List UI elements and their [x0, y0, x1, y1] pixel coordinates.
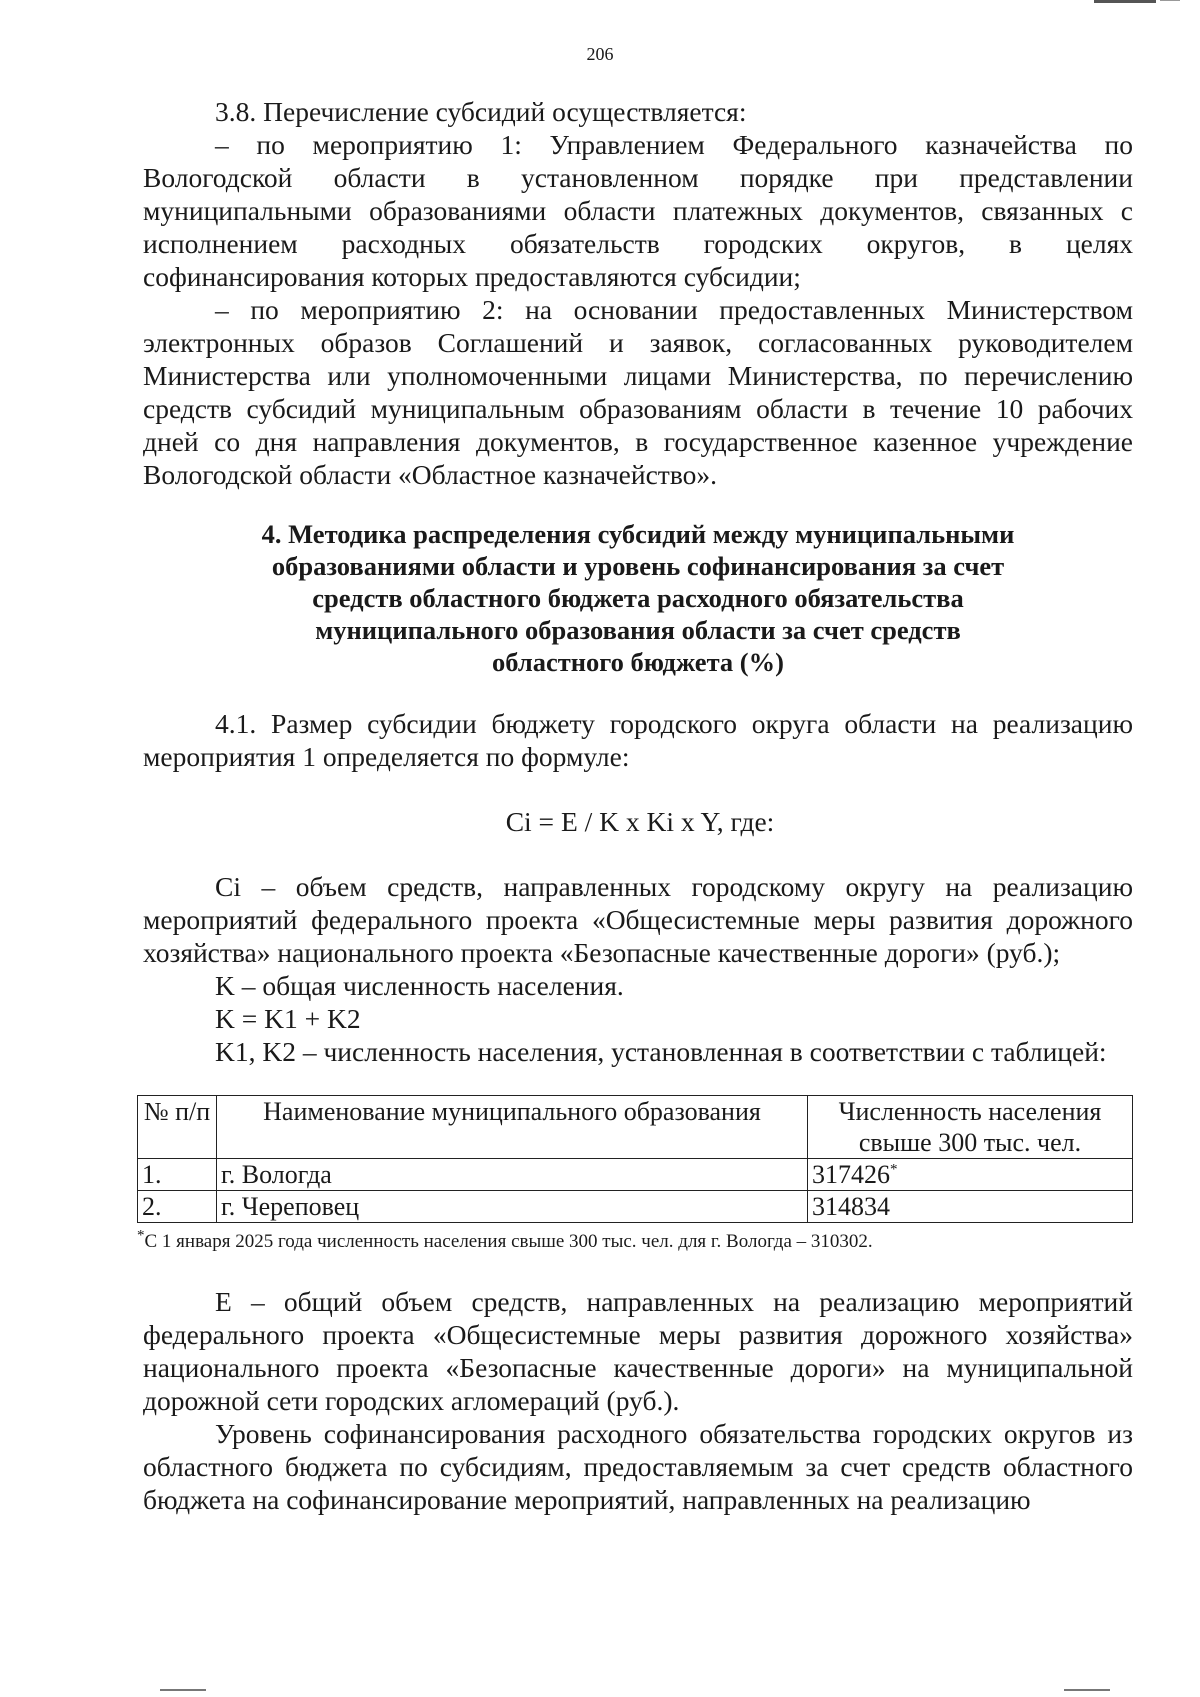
table-cell: 2. — [138, 1191, 217, 1223]
paragraph: 3.8. Перечисление субсидий осуществляется: — [215, 96, 747, 127]
paragraph: K = K1 + K2 — [215, 1003, 361, 1034]
heading-line: 4. Методика распределения субсидий между муниципальными — [261, 519, 1015, 549]
table-row — [138, 1191, 1133, 1223]
header-cell: Наименование муниципального образования — [217, 1096, 808, 1159]
scan-mark — [1160, 0, 1180, 1]
table-cell: г. Вологда — [217, 1159, 808, 1191]
definitions — [143, 870, 1133, 1068]
footnote-marker: * — [137, 1227, 145, 1244]
scan-mark — [1094, 0, 1156, 3]
paragraph: K – общая численность населения. — [215, 970, 624, 1001]
heading-line: областного бюджета (%) — [492, 647, 784, 677]
table-header-row — [138, 1096, 1133, 1159]
definitions-continued — [143, 1285, 1133, 1516]
paragraph: Уровень софинансирования расходного обязательства городских округов из областного бюджета по субсидиям, предоставляемым за счет средств областного бюджета на софинансирование мероприятий, направленных на реализацию — [143, 1418, 1133, 1515]
scan-mark — [160, 1689, 206, 1691]
table-cell — [808, 1159, 1133, 1191]
paragraph: K1, K2 – численность населения, установленная в соответствии с таблицей: — [215, 1036, 1107, 1067]
heading-line: образованиями области и уровень софинансирования за счет — [271, 551, 1005, 581]
section-4-heading — [143, 518, 1133, 678]
formula: Ci = E / K x Ki x Y, где: — [505, 806, 775, 837]
scan-mark — [1064, 1689, 1110, 1691]
heading-line: средств областного бюджета расходного обязательства — [312, 583, 964, 613]
paragraph: 4.1. Размер субсидии бюджету городского округа области на реализацию мероприятия 1 определяется по формуле: — [143, 708, 1133, 772]
paragraph: Ci – объем средств, направленных городскому округу на реализацию мероприятий федерального проекта «Общесистемные меры развития дорожного хозяйства» национального проекта «Безопасные качественные дороги» (руб.); — [143, 871, 1133, 968]
paragraph: E – общий объем средств, направленных на реализацию мероприятий федерального проекта «Общесистемные меры развития дорожного хозяйства» национального проекта «Безопасные качественные дороги» на муниципальной дорожной сети городских агломераций (руб.). — [143, 1286, 1133, 1416]
section-3-8 — [143, 95, 1133, 491]
table-cell: г. Череповец — [217, 1191, 808, 1223]
population-table — [137, 1095, 1133, 1223]
paragraph: – по мероприятию 2: на основании предоставленных Министерством электронных образов Соглашений и заявок, согласованных руководителем Министерства или уполномоченными лицами Министерства, по перечислению средств субсидий муниципальным образованиям области в течение 10 рабочих дней со дня направления документов, в государственное казенное учреждение Вологодской области «Областное казначейство». — [143, 294, 1133, 490]
header-cell: № п/п — [138, 1096, 217, 1159]
paragraph: – по мероприятию 1: Управлением Федерального казначейства по Вологодской области в установленном порядке при представлении муниципальными образованиями области платежных документов, связанных с исполнением расходных обязательств городских округов, в целях софинансирования которых предоставляются субсидии; — [143, 129, 1133, 292]
page-number: 206 — [586, 44, 614, 64]
footnote — [137, 1227, 1133, 1254]
cell-value: 317426 — [812, 1160, 890, 1189]
table-row — [138, 1159, 1133, 1191]
table-cell: 314834 — [808, 1191, 1133, 1223]
heading-line: муниципального образования области за счет средств — [315, 615, 961, 645]
table-cell: 1. — [138, 1159, 217, 1191]
footnote-text: С 1 января 2025 года численность населения свыше 300 тыс. чел. для г. Вологда – 310302. — [144, 1231, 873, 1252]
section-4-1 — [143, 707, 1133, 773]
footnote-marker: * — [890, 1161, 898, 1178]
header-cell: Численность населения свыше 300 тыс. чел. — [808, 1096, 1133, 1159]
